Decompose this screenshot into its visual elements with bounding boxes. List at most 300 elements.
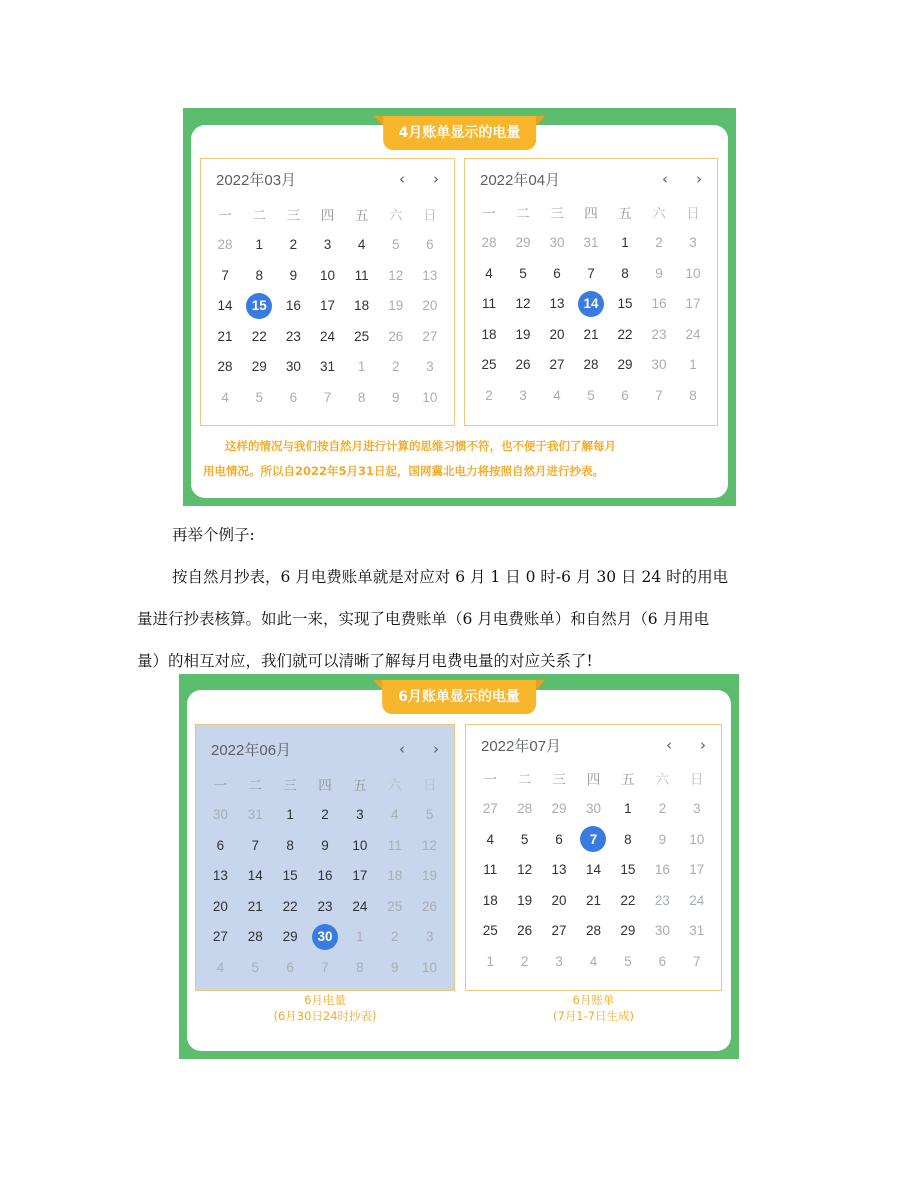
calendar-day[interactable] — [574, 258, 608, 289]
day-number: 28 — [517, 801, 533, 817]
day-number: 9 — [321, 837, 329, 853]
calendar-day-selected[interactable] — [576, 824, 610, 855]
day-number: 5 — [624, 953, 632, 969]
day-number: 4 — [216, 959, 225, 975]
weekday-header: 五 — [618, 206, 632, 222]
day-number: 3 — [426, 359, 434, 375]
calendar-day[interactable] — [574, 319, 608, 350]
prev-month-icon[interactable]: ‹ — [666, 736, 672, 754]
day-number: 1 — [356, 929, 364, 945]
day-number: 16 — [654, 862, 670, 878]
calendar-day[interactable] — [412, 800, 447, 831]
calendar-day[interactable] — [506, 228, 540, 259]
calendar-title: 2022年07月 — [481, 737, 562, 755]
day-number: 26 — [388, 328, 404, 344]
calendar-day[interactable] — [342, 891, 377, 922]
weekday-header: 六 — [387, 778, 402, 794]
next-month-icon[interactable]: › — [433, 170, 439, 188]
day-number: 24 — [319, 328, 335, 344]
calendar-day[interactable] — [242, 230, 276, 261]
calendar-day[interactable] — [203, 891, 238, 922]
day-number: 20 — [551, 892, 567, 908]
day-number: 13 — [212, 868, 228, 884]
calendar-day-selected[interactable] — [242, 291, 276, 322]
calendar-day[interactable] — [308, 800, 343, 831]
calendar-day[interactable] — [345, 260, 379, 291]
calendar-day[interactable] — [540, 228, 574, 259]
calendar-day[interactable] — [345, 352, 379, 383]
calendar-day[interactable] — [608, 350, 642, 381]
day-number: 28 — [583, 357, 599, 373]
day-number: 2 — [289, 237, 298, 253]
calendar-june — [195, 724, 455, 991]
day-number: 28 — [217, 359, 233, 375]
june-bill-panel — [179, 674, 739, 1059]
calendar-day[interactable] — [676, 380, 710, 411]
weekday-header: 三 — [550, 206, 564, 222]
day-number: 1 — [357, 359, 366, 375]
calendar-day[interactable] — [413, 321, 447, 352]
day-number: 7 — [323, 389, 332, 405]
day-number: 9 — [390, 959, 399, 975]
calendar-day[interactable] — [308, 891, 343, 922]
day-number: 10 — [422, 959, 438, 975]
day-number: 5 — [425, 807, 434, 823]
calendar-day[interactable] — [413, 382, 447, 413]
calendar-day[interactable] — [611, 824, 645, 855]
calendar-day[interactable] — [208, 382, 242, 413]
calendar-day[interactable] — [506, 319, 540, 350]
day-number: 15 — [617, 296, 633, 312]
calendar-day[interactable] — [642, 258, 676, 289]
calendar-day[interactable] — [506, 258, 540, 289]
day-number: 7 — [321, 959, 329, 975]
calendar-day[interactable] — [576, 946, 610, 977]
day-number: 6 — [553, 265, 561, 281]
day-number: 6 — [289, 389, 298, 405]
calendar-day[interactable] — [645, 794, 679, 825]
calendar-day[interactable] — [507, 794, 541, 825]
day-number: 5 — [519, 265, 527, 281]
calendar-day[interactable] — [574, 228, 608, 259]
calendar-day[interactable] — [611, 794, 645, 825]
day-number: 3 — [323, 237, 332, 253]
calendar-day[interactable] — [680, 885, 714, 916]
weekday-header: 三 — [552, 772, 566, 788]
day-number: 17 — [689, 862, 705, 878]
calendar-day[interactable] — [242, 321, 276, 352]
calendar-title: 2022年06月 — [211, 741, 292, 759]
calendar-day[interactable] — [540, 380, 574, 411]
day-number: 20 — [212, 898, 228, 914]
calendar-day[interactable] — [308, 830, 343, 861]
calendar-day[interactable] — [472, 380, 506, 411]
day-number: 3 — [425, 929, 434, 945]
calendar-day[interactable] — [542, 946, 576, 977]
calendar-day[interactable] — [377, 861, 412, 892]
day-number: 28 — [585, 923, 601, 939]
calendar-day[interactable] — [608, 289, 642, 320]
day-number: 5 — [392, 237, 400, 253]
calendar-day[interactable] — [413, 230, 447, 261]
calendar-day[interactable] — [413, 291, 447, 322]
day-number: 22 — [251, 328, 267, 344]
calendar-day[interactable] — [273, 922, 308, 953]
calendar-day[interactable] — [611, 885, 645, 916]
next-month-icon[interactable]: › — [696, 170, 702, 188]
calendar-day[interactable] — [473, 824, 507, 855]
calendar-day[interactable] — [379, 260, 413, 291]
calendar-day[interactable] — [208, 230, 242, 261]
calendar-day[interactable] — [645, 855, 679, 886]
calendar-day[interactable] — [342, 800, 377, 831]
calendar-day[interactable] — [342, 922, 377, 953]
day-number: 30 — [549, 235, 565, 251]
calendar-day[interactable] — [676, 258, 710, 289]
day-number: 26 — [515, 357, 531, 373]
calendar-day[interactable] — [276, 382, 310, 413]
calendar-day[interactable] — [310, 321, 344, 352]
weekday-header: 日 — [686, 206, 700, 222]
day-number: 7 — [655, 387, 663, 403]
calendar-day[interactable] — [611, 916, 645, 947]
weekday-header: 一 — [218, 208, 232, 224]
calendar-day[interactable] — [203, 861, 238, 892]
calendar-day[interactable] — [680, 794, 714, 825]
calendar-day[interactable] — [473, 885, 507, 916]
calendar-day[interactable] — [473, 794, 507, 825]
next-month-icon[interactable]: › — [433, 740, 439, 758]
calendar-day[interactable] — [310, 291, 344, 322]
calendar-day[interactable] — [379, 230, 413, 261]
next-month-icon[interactable]: › — [700, 736, 706, 754]
calendar-day[interactable] — [576, 855, 610, 886]
calendar-day[interactable] — [507, 855, 541, 886]
calendar-day[interactable] — [645, 824, 679, 855]
calendar-day[interactable] — [611, 855, 645, 886]
day-number: 8 — [357, 389, 366, 405]
day-number: 31 — [583, 235, 599, 251]
calendar-day[interactable] — [310, 352, 344, 383]
calendar-day[interactable] — [342, 952, 377, 983]
prev-month-icon[interactable]: ‹ — [662, 170, 668, 188]
calendar-day[interactable] — [542, 794, 576, 825]
calendar-day[interactable] — [576, 885, 610, 916]
day-number: 27 — [212, 929, 228, 945]
calendar-day[interactable] — [310, 230, 344, 261]
day-number: 21 — [217, 328, 233, 344]
calendar-day[interactable] — [377, 952, 412, 983]
calendar-day[interactable] — [676, 350, 710, 381]
day-number: 5 — [520, 831, 529, 847]
day-number: 9 — [392, 389, 400, 405]
day-number: 29 — [620, 923, 636, 939]
calendar-day[interactable] — [276, 230, 310, 261]
day-number: 29 — [515, 235, 531, 251]
calendar-day[interactable] — [680, 824, 714, 855]
day-number: 7 — [587, 265, 595, 281]
day-number: 5 — [255, 389, 263, 405]
day-number: 31 — [689, 923, 705, 939]
day-number: 28 — [217, 237, 233, 253]
calendar-day[interactable] — [506, 380, 540, 411]
calendar-day[interactable] — [377, 922, 412, 953]
calendar-day[interactable] — [345, 382, 379, 413]
calendar-day[interactable] — [473, 916, 507, 947]
calendar-day[interactable] — [540, 319, 574, 350]
calendar-day[interactable] — [608, 258, 642, 289]
day-number: 13 — [549, 296, 565, 312]
note-line: 这样的情况与我们按自然月进行计算的思维习惯不符，也不便于我们了解每月 — [225, 439, 616, 453]
calendar-day[interactable] — [413, 260, 447, 291]
day-number: 25 — [387, 898, 403, 914]
day-number: 8 — [286, 837, 294, 853]
calendar-day[interactable] — [542, 824, 576, 855]
day-number: 29 — [282, 929, 298, 945]
calendar-day[interactable] — [310, 260, 344, 291]
calendar-day[interactable] — [276, 291, 310, 322]
day-number: 20 — [549, 326, 565, 342]
calendar-day[interactable] — [273, 891, 308, 922]
calendar-day[interactable] — [576, 794, 610, 825]
prev-month-icon[interactable]: ‹ — [399, 740, 405, 758]
weekday-header: 一 — [482, 206, 496, 222]
calendar-day[interactable] — [680, 946, 714, 977]
calendar-grid — [473, 763, 714, 977]
day-number: 2 — [321, 807, 329, 823]
day-number: 27 — [549, 357, 565, 373]
day-number: 8 — [621, 265, 629, 281]
calendar-day[interactable] — [642, 350, 676, 381]
calendar-day[interactable] — [473, 946, 507, 977]
calendar-day[interactable] — [276, 321, 310, 352]
calendar-day[interactable] — [542, 855, 576, 886]
calendar-day[interactable] — [506, 289, 540, 320]
day-number: 24 — [352, 898, 368, 914]
calendar-day[interactable] — [412, 952, 447, 983]
calendar-day[interactable] — [308, 952, 343, 983]
calendar-day[interactable] — [642, 289, 676, 320]
calendar-day[interactable] — [676, 319, 710, 350]
calendar-day[interactable] — [412, 922, 447, 953]
day-number: 4 — [553, 387, 561, 403]
calendar-day[interactable] — [208, 321, 242, 352]
calendar-day[interactable] — [574, 380, 608, 411]
day-number: 30 — [312, 924, 338, 950]
calendar-day[interactable] — [203, 952, 238, 983]
calendar-day[interactable] — [238, 800, 273, 831]
calendar-day[interactable] — [576, 916, 610, 947]
prev-month-icon[interactable]: ‹ — [399, 170, 405, 188]
calendar-day[interactable] — [238, 830, 273, 861]
calendar-day[interactable] — [412, 830, 447, 861]
calendar-day[interactable] — [342, 830, 377, 861]
calendar-day[interactable] — [276, 352, 310, 383]
day-number: 9 — [655, 265, 663, 281]
calendar-day[interactable] — [574, 350, 608, 381]
weekday-header: 日 — [422, 778, 437, 794]
calendar-day[interactable] — [308, 861, 343, 892]
weekday-header: 日 — [423, 208, 437, 224]
calendar-day[interactable] — [608, 380, 642, 411]
calendar-day[interactable] — [472, 319, 506, 350]
calendar-day[interactable] — [472, 289, 506, 320]
day-number: 22 — [282, 898, 298, 914]
calendar-day[interactable] — [273, 830, 308, 861]
calendar-day[interactable] — [645, 916, 679, 947]
calendar-day[interactable] — [345, 321, 379, 352]
paragraph: 量进行抄表核算。如此一来，实现了电费账单（6 月电费账单）和自然月（6 月用电 — [137, 610, 710, 628]
calendar-day[interactable] — [238, 861, 273, 892]
calendar-day[interactable] — [506, 350, 540, 381]
day-number: 4 — [485, 265, 493, 281]
calendar-day[interactable] — [242, 382, 276, 413]
day-number: 8 — [624, 831, 632, 847]
paragraph: 量）的相互对应，我们就可以清晰了解每月电费电量的对应关系了! — [137, 652, 593, 670]
day-number: 3 — [689, 235, 697, 251]
calendar-day[interactable] — [208, 260, 242, 291]
day-number: 29 — [617, 357, 633, 373]
day-number: 31 — [247, 807, 263, 823]
day-number: 29 — [551, 801, 567, 817]
calendar-day[interactable] — [642, 380, 676, 411]
calendar-day[interactable] — [676, 289, 710, 320]
calendar-day[interactable] — [645, 946, 679, 977]
note-line: 用电情况。所以自2022年5月31日起，国网冀北电力将按照自然月进行抄表。 — [203, 464, 605, 478]
day-number: 17 — [319, 298, 335, 314]
day-number: 16 — [317, 868, 333, 884]
calendar-day[interactable] — [310, 382, 344, 413]
day-number: 8 — [689, 387, 697, 403]
day-number: 6 — [286, 959, 294, 975]
calendar-day[interactable] — [540, 350, 574, 381]
day-number: 21 — [247, 898, 263, 914]
day-number: 9 — [658, 831, 667, 847]
calendar-day[interactable] — [377, 830, 412, 861]
day-number: 2 — [655, 235, 663, 251]
day-number: 19 — [517, 892, 533, 908]
weekday-header: 三 — [286, 208, 301, 224]
day-number: 30 — [212, 807, 228, 823]
weekday-header: 五 — [354, 208, 369, 224]
calendar-day[interactable] — [542, 916, 576, 947]
calendar-day[interactable] — [379, 291, 413, 322]
day-number: 2 — [485, 387, 493, 403]
calendar-day[interactable] — [608, 228, 642, 259]
day-number: 9 — [289, 267, 298, 283]
calendar-day[interactable] — [642, 319, 676, 350]
calendar-day[interactable] — [203, 800, 238, 831]
calendar-day[interactable] — [472, 350, 506, 381]
calendar-day[interactable] — [238, 922, 273, 953]
day-number: 14 — [217, 298, 233, 314]
calendar-day[interactable] — [680, 855, 714, 886]
day-number: 3 — [693, 801, 701, 817]
day-number: 23 — [651, 326, 667, 342]
day-number: 30 — [585, 801, 601, 817]
calendar-day[interactable] — [542, 885, 576, 916]
paragraph: 按自然月抄表，6 月电费账单就是对应对 6 月 1 日 0 时-6 月 30 日 24 时的用电 — [172, 568, 729, 586]
day-number: 28 — [247, 929, 263, 945]
day-number: 18 — [481, 326, 497, 342]
calendar-day[interactable] — [608, 319, 642, 350]
calendar-day[interactable] — [472, 228, 506, 259]
calendar-day[interactable] — [342, 861, 377, 892]
calendar-day[interactable] — [345, 291, 379, 322]
day-number: 3 — [555, 953, 563, 969]
calendar-day[interactable] — [208, 352, 242, 383]
calendar-day[interactable] — [273, 861, 308, 892]
calendar-day[interactable] — [238, 891, 273, 922]
calendar-day[interactable] — [507, 824, 541, 855]
body-text — [137, 514, 787, 682]
day-number: 6 — [658, 953, 667, 969]
day-number: 12 — [422, 837, 438, 853]
calendar-day[interactable] — [472, 258, 506, 289]
day-number: 11 — [481, 296, 496, 312]
calendar-day[interactable] — [611, 946, 645, 977]
calendar-day[interactable] — [379, 352, 413, 383]
calendar-day[interactable] — [645, 885, 679, 916]
day-number: 5 — [251, 959, 260, 975]
calendar-day[interactable] — [412, 861, 447, 892]
calendar-day[interactable] — [642, 228, 676, 259]
calendar-day[interactable] — [507, 916, 541, 947]
calendar-april — [464, 158, 718, 426]
day-number: 31 — [319, 359, 335, 375]
calendar-day[interactable] — [540, 289, 574, 320]
calendar-day[interactable] — [413, 352, 447, 383]
day-number: 10 — [352, 837, 368, 853]
calendar-day[interactable] — [507, 885, 541, 916]
calendar-day[interactable] — [507, 946, 541, 977]
calendar-day[interactable] — [676, 228, 710, 259]
calendar-day[interactable] — [680, 916, 714, 947]
calendar-grid — [208, 199, 447, 413]
calendar-day[interactable] — [345, 230, 379, 261]
day-number: 8 — [255, 267, 263, 283]
weekday-header: 六 — [655, 772, 670, 788]
day-number: 27 — [422, 328, 438, 344]
weekday-header: 日 — [690, 772, 704, 788]
calendar-day[interactable] — [377, 800, 412, 831]
calendar-day[interactable] — [203, 830, 238, 861]
calendar-day[interactable] — [242, 352, 276, 383]
calendar-day[interactable] — [379, 382, 413, 413]
day-number: 23 — [317, 898, 333, 914]
calendar-day[interactable] — [208, 291, 242, 322]
day-number: 22 — [617, 326, 633, 342]
calendar-day-selected[interactable] — [308, 922, 343, 953]
calendar-day[interactable] — [379, 321, 413, 352]
day-number: 4 — [357, 237, 366, 253]
caption-line: (7月1-7日生成) — [552, 1009, 635, 1023]
calendar-day[interactable] — [540, 258, 574, 289]
day-number: 23 — [654, 892, 670, 908]
day-number: 8 — [356, 959, 364, 975]
calendar-day[interactable] — [412, 891, 447, 922]
calendar-day[interactable] — [273, 800, 308, 831]
calendar-day[interactable] — [242, 260, 276, 291]
calendar-day[interactable] — [273, 952, 308, 983]
calendar-day[interactable] — [203, 922, 238, 953]
calendar-day[interactable] — [276, 260, 310, 291]
day-number: 26 — [422, 898, 438, 914]
calendar-day[interactable] — [238, 952, 273, 983]
calendar-day[interactable] — [377, 891, 412, 922]
calendar-day-selected[interactable] — [574, 289, 608, 320]
calendar-day[interactable] — [473, 855, 507, 886]
